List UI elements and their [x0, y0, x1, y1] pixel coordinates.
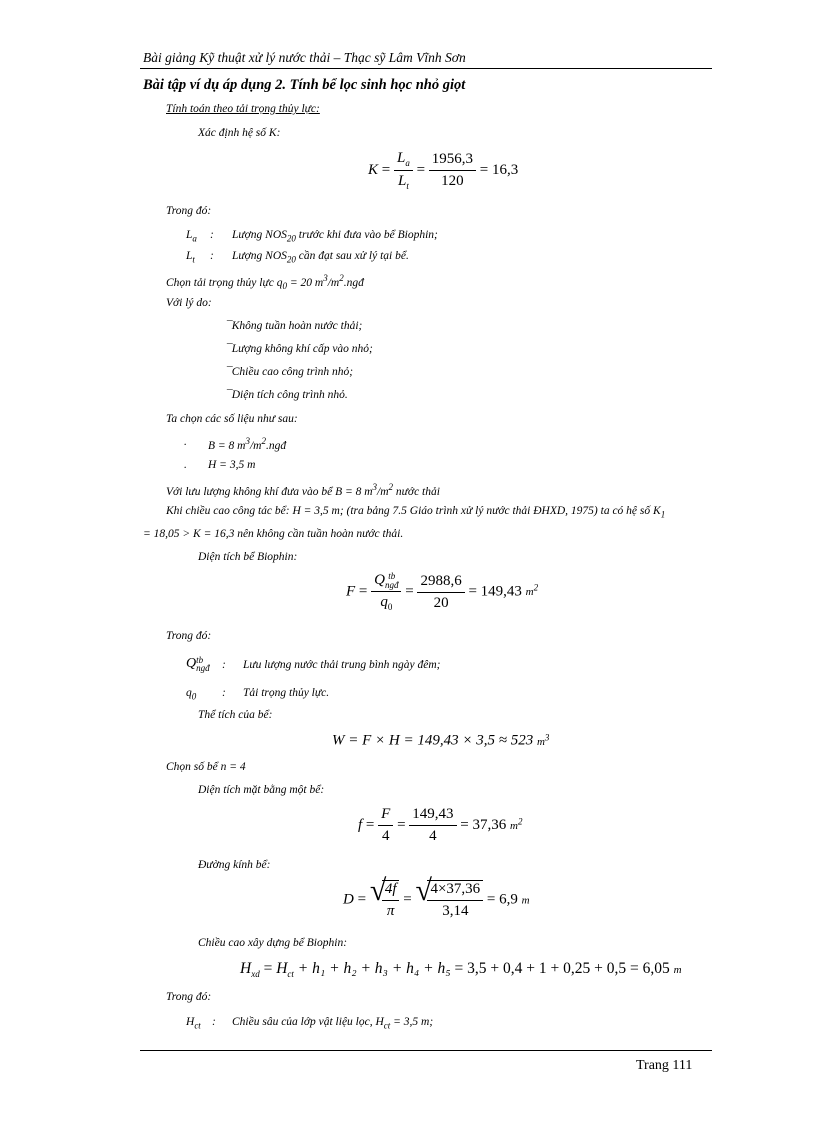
d-radical-numeric: √ $\frac{4\times 37,36}{3,14}$ — [415, 880, 483, 920]
header-rule — [140, 68, 712, 69]
height-intro: Chiều cao xây dựng bể Biophin: — [198, 937, 348, 949]
k-fraction-symbolic: $\frac{L_a}{L_t}$ — [394, 150, 413, 191]
airflow-text: Với lưu lượng không khí đưa vào bể B = 8 $m^3/m^2$ nước thải — [166, 482, 440, 498]
k-intro: Xác định hệ số K: — [198, 127, 281, 139]
footer-rule — [140, 1050, 712, 1051]
exercise-title: Bài tập ví dụ áp dụng 2. Tính bể lọc sinh học nhỏ giọt — [143, 77, 466, 93]
equation-f: F = Q tb ngđ $q_0$ = $\frac{2988,6}{20}$ = 149,43 $m^2$ — [346, 571, 539, 612]
diameter-intro: Đường kính bể: — [198, 859, 271, 871]
equation-d: D = √ $\frac{4f}{\pi}$ = √ $\frac{4\times 37,36}{3,14}$ = 6,9 m — [343, 874, 530, 919]
trong-do-2: Trong đó: — [166, 630, 212, 642]
height-paragraph-line2: = 18,05 > K = 16,3 nên không cần tuần hoàn nước thải. — [143, 528, 404, 540]
data-item-b: . B = 8 $m^3/m^2.ngđ$ — [184, 436, 287, 452]
choose-data: Ta chọn các số liệu như sau: — [166, 413, 298, 425]
trong-do-1: Trong đó: — [166, 205, 212, 217]
equation-h: $H_{xd} = H_{ct} + h_1 + h_2 + h_3 + h_4 + h_5 = 3,5 + 0,4 + 1 + 0,25 + 0,5 = 6,05$ m — [240, 960, 682, 980]
reason-item: ¯Diện tích công trình nhỏ. — [226, 389, 348, 401]
d-radical-symbolic: √ $\frac{4f}{\pi}$ — [370, 880, 400, 920]
equation-k: K = $\frac{L_a}{L_t}$ = $\frac{1956,3}{120}$ = 16,3 — [368, 150, 519, 191]
reason-label: Với lý do: — [166, 297, 212, 309]
reason-item: ¯Không tuần hoàn nước thải; — [226, 320, 363, 332]
area-intro: Diện tích bể Biophin: — [198, 551, 298, 563]
height-paragraph-line1: Khi chiều cao công tác bể: H = 3,5 m; (tra bảng 7.5 Giáo trình xử lý nước thải ĐHXD, 1975) ta có hệ số $K_1$ — [166, 505, 666, 520]
section-heading: Tính toán theo tải trọng thủy lực: — [166, 103, 320, 115]
def-hct: $H_{ct}$ : Chiều sâu của lớp vật liệu lọc, $H_{ct} = 3,5$ m; — [186, 1016, 434, 1031]
data-item-h: . H = 3,5 m — [184, 459, 256, 471]
def-la: $L_a$ : Lượng $NOS_{20}$ trước khi đưa vào bể Biophin; — [186, 229, 438, 244]
page-number: Trang 111 — [636, 1058, 693, 1073]
def-lt: $L_t$ : Lượng $NOS_{20}$ cần đạt sau xử lý tại bể. — [186, 250, 409, 265]
f1-fraction-numeric: $\frac{149,43}{4}$ — [409, 806, 456, 845]
def-q-ngd: Q tb ngđ : Lưu lượng nước thải trung bình ngày đêm; — [186, 655, 441, 674]
k-fraction-numeric: $\frac{1956,3}{120}$ — [429, 151, 476, 190]
f-fraction-symbolic: Q tb ngđ $q_0$ — [371, 572, 401, 612]
equation-f1: f = $\frac{F}{4}$ = $\frac{149,43}{4}$ = 37,36 $m^2$ — [358, 806, 523, 844]
volume-intro: Thể tích của bể: — [198, 709, 273, 721]
reason-item: ¯Chiều cao công trình nhỏ; — [226, 366, 354, 378]
n-choice: Chọn số bể n = 4 — [166, 761, 246, 773]
def-q0: $q_0$ : Tải trọng thủy lực. — [186, 687, 330, 702]
trong-do-3: Trong đó: — [166, 991, 212, 1003]
equation-w: W = F × H = 149,43 × 3,5 ≈ 523 $m^3$ — [332, 732, 550, 749]
surface-intro: Diện tích mặt bằng một bể: — [198, 784, 325, 796]
reason-item: ¯Lượng không khí cấp vào nhỏ; — [226, 343, 373, 355]
running-header: Bài giảng Kỹ thuật xử lý nước thải – Thạc sỹ Lâm Vĩnh Sơn — [143, 50, 466, 65]
load-choice: Chọn tải trọng thủy lực $q_0 = 20$ $m^3/m^2.ngđ$ — [166, 273, 364, 292]
f1-fraction-symbolic: $\frac{F}{4}$ — [378, 806, 393, 845]
f-fraction-numeric: $\frac{2988,6}{20}$ — [417, 573, 464, 612]
